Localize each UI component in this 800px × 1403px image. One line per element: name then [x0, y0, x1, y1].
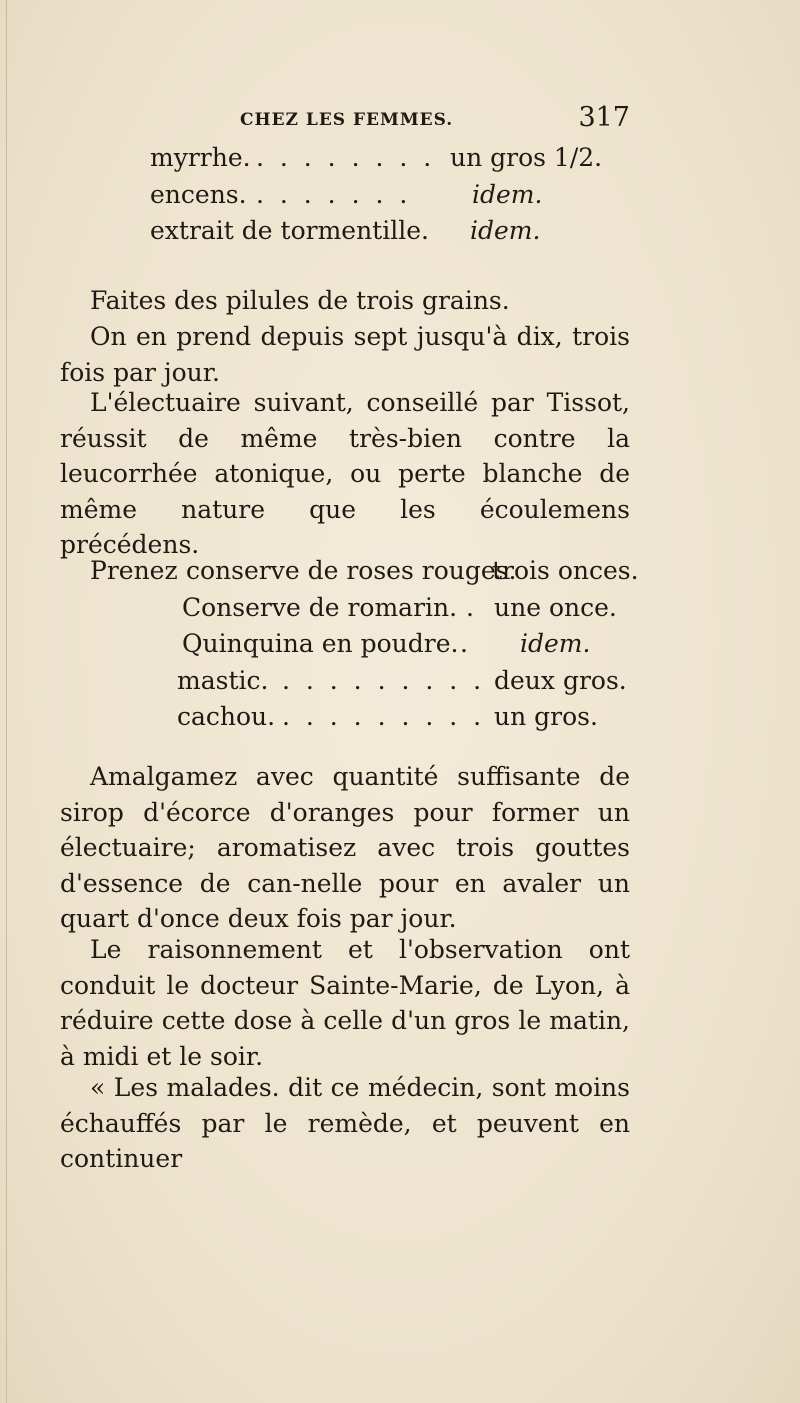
leader-dots: . . . . . . . . . — [282, 702, 486, 731]
page-edge — [6, 0, 7, 1403]
paragraph: Faites des pilules de trois grains. — [90, 286, 510, 315]
quantity: idem. — [472, 180, 543, 209]
prescription-lead: Prenez — [90, 556, 178, 585]
ingredient: Quinquina en poudre. — [182, 629, 459, 658]
recipe1-row — [150, 216, 630, 252]
paragraph: L'électuaire suivant, conseillé par Tissot, réussit de même très-bien contre la leucorrhée atonique, ou perte blanche de même nature que les écoulemens précédens. — [60, 388, 630, 559]
recipe1-row — [150, 180, 630, 216]
quantity: deux gros. — [494, 666, 627, 695]
leader-dots: . . . . . . . . — [256, 143, 436, 172]
quantity: idem. — [520, 629, 591, 658]
recipe2-row — [90, 702, 630, 738]
ingredient: extrait de tormentille. — [150, 216, 429, 245]
leader-dots: . — [466, 593, 478, 622]
recipe1-row — [150, 143, 630, 179]
paragraph: Amalgamez avec quantité suffisante de sirop d'écorce d'oranges pour former un électuaire; aromatisez avec trois gouttes d'essence de can-nelle pour en avaler un quart d'once deux fois par jour. — [60, 762, 630, 933]
ingredient: encens. — [150, 180, 247, 209]
quantity: un gros 1/2. — [450, 143, 603, 172]
leader-dots: . . . . . . . — [256, 180, 412, 209]
paragraph: « Les malades. dit ce médecin, sont moins échauffés par le remède, et peuvent en continuer — [60, 1073, 630, 1173]
recipe2-row — [90, 629, 630, 665]
paragraph: Le raisonnement et l'observation ont conduit le docteur Sainte-Marie, de Lyon, à réduire cette dose à celle d'un gros le matin, à midi et le soir. — [60, 935, 630, 1071]
recipe2-row — [90, 666, 630, 702]
recipe2-row — [90, 593, 630, 629]
ingredient: Conserve de romarin. — [182, 593, 458, 622]
quantity: une once. — [494, 593, 617, 622]
quantity: trois onces. — [492, 556, 639, 585]
ingredient: myrrhe. — [150, 143, 251, 172]
running-head: CHEZ LES FEMMES. — [240, 110, 454, 130]
quantity: un gros. — [494, 702, 598, 731]
ingredient: conserve de roses rouges. — [186, 556, 517, 585]
recipe2-row — [90, 556, 639, 592]
leader-dots: . — [460, 629, 472, 658]
page-header — [60, 102, 630, 136]
paragraph: On en prend depuis sept jusqu'à dix, trois fois par jour. — [60, 322, 630, 387]
ingredient: cachou. — [177, 702, 276, 731]
page-number: 317 — [578, 102, 630, 133]
leader-dots: . . . . . . . . . — [282, 666, 486, 695]
ingredient: mastic. — [177, 666, 269, 695]
quantity: idem. — [470, 216, 541, 245]
